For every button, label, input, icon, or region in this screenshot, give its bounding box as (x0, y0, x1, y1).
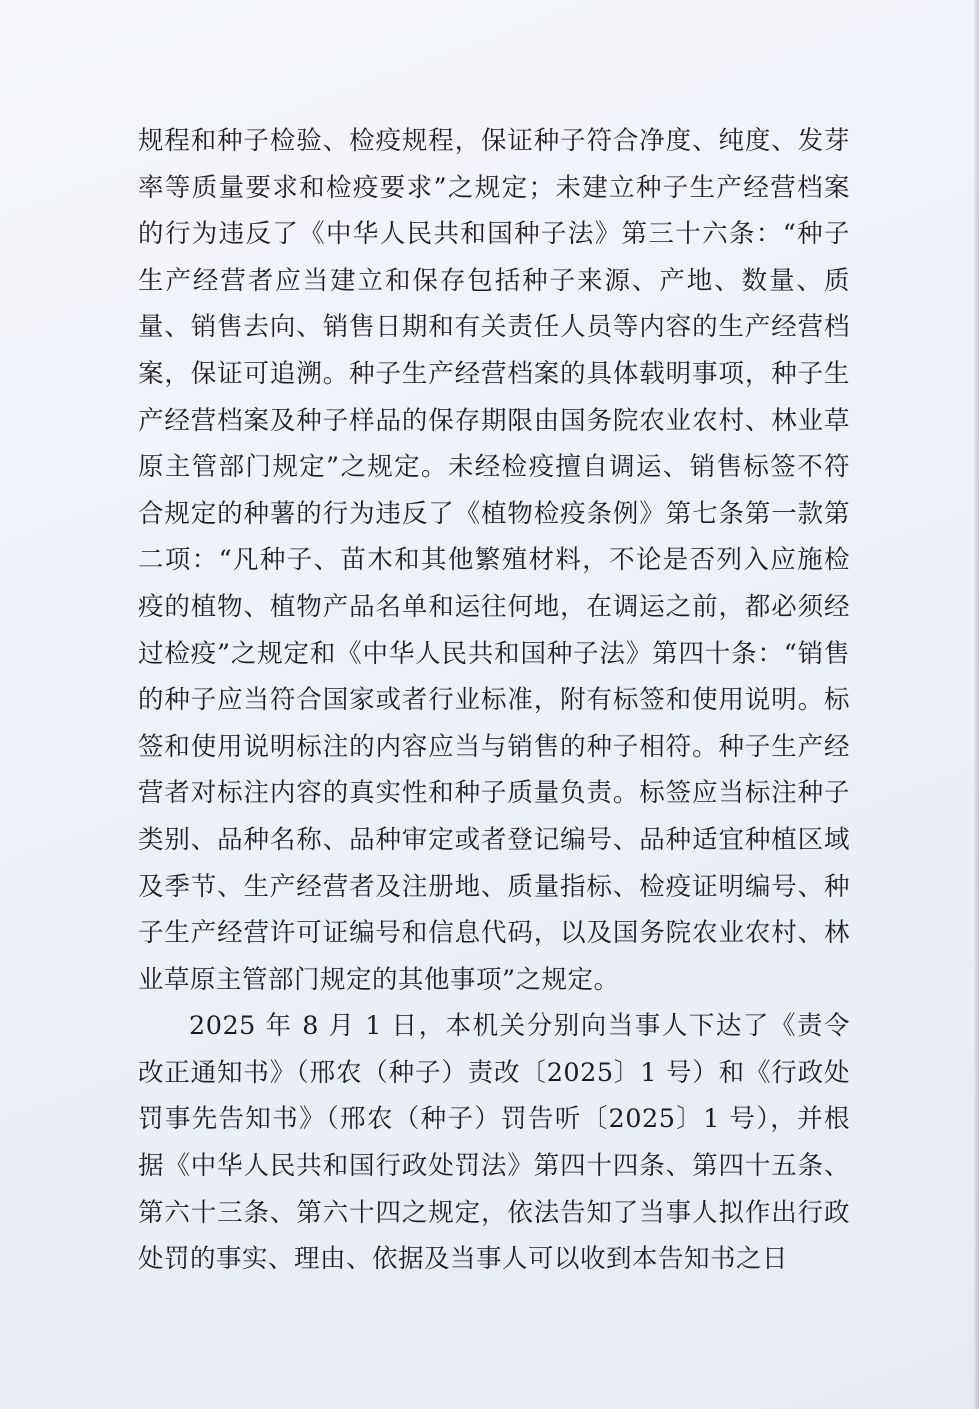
page-edge-shadow (973, 0, 979, 1409)
paragraph-notice-dates: 2025 年 8 月 1 日，本机关分别向当事人下达了《责令改正通知书》（邢农（种子）责改〔2025〕1 号）和《行政处罚事先告知书》（邢农（种子）罚告听〔2025〕1 号），并根据《中华人民共和国行政处罚法》第四十四条、第四十五条、第六十三条、第六十四之规定，依法告知了当事人拟作出行政处罚的事实、理由、依据及当事人可以收到本告知书之日 (138, 1011, 850, 1275)
paragraph-continued: 规程和种子检验、检疫规程，保证种子符合净度、纯度、发芽率等质量要求和检疫要求”之规定；未建立种子生产经营档案的行为违反了《中华人民共和国种子法》第三十六条：“种子生产经营者应当建立和保存包括种子来源、产地、数量、质量、销售去向、销售日期和有关责任人员等内容的生产经营档案，保证可追溯。种子生产经营档案的具体载明事项，种子生产经营档案及种子样品的保存期限由国务院农业农村、林业草原主管部门规定”之规定。未经检疫擅自调运、销售标签不符合规定的种薯的行为违反了《植物检疫条例》第七条第一款第二项：“凡种子、苗木和其他繁殖材料，不论是否列入应施检疫的植物、植物产品名单和运往何地，在调运之前，都必须经过检疫”之规定和《中华人民共和国种子法》第四十条：“销售的种子应当符合国家或者行业标准，附有标签和使用说明。标签和使用说明标注的内容应当与销售的种子相符。种子生产经营者对标注内容的真实性和种子质量负责。标签应当标注种子类别、品种名称、品种审定或者登记编号、品种适宜种植区域及季节、生产经营者及注册地、质量指标、检疫证明编号、种子生产经营许可证编号和信息代码，以及国务院农业农村、林业草原主管部门规定的其他事项”之规定。 (138, 126, 850, 995)
document-body (138, 118, 850, 1283)
